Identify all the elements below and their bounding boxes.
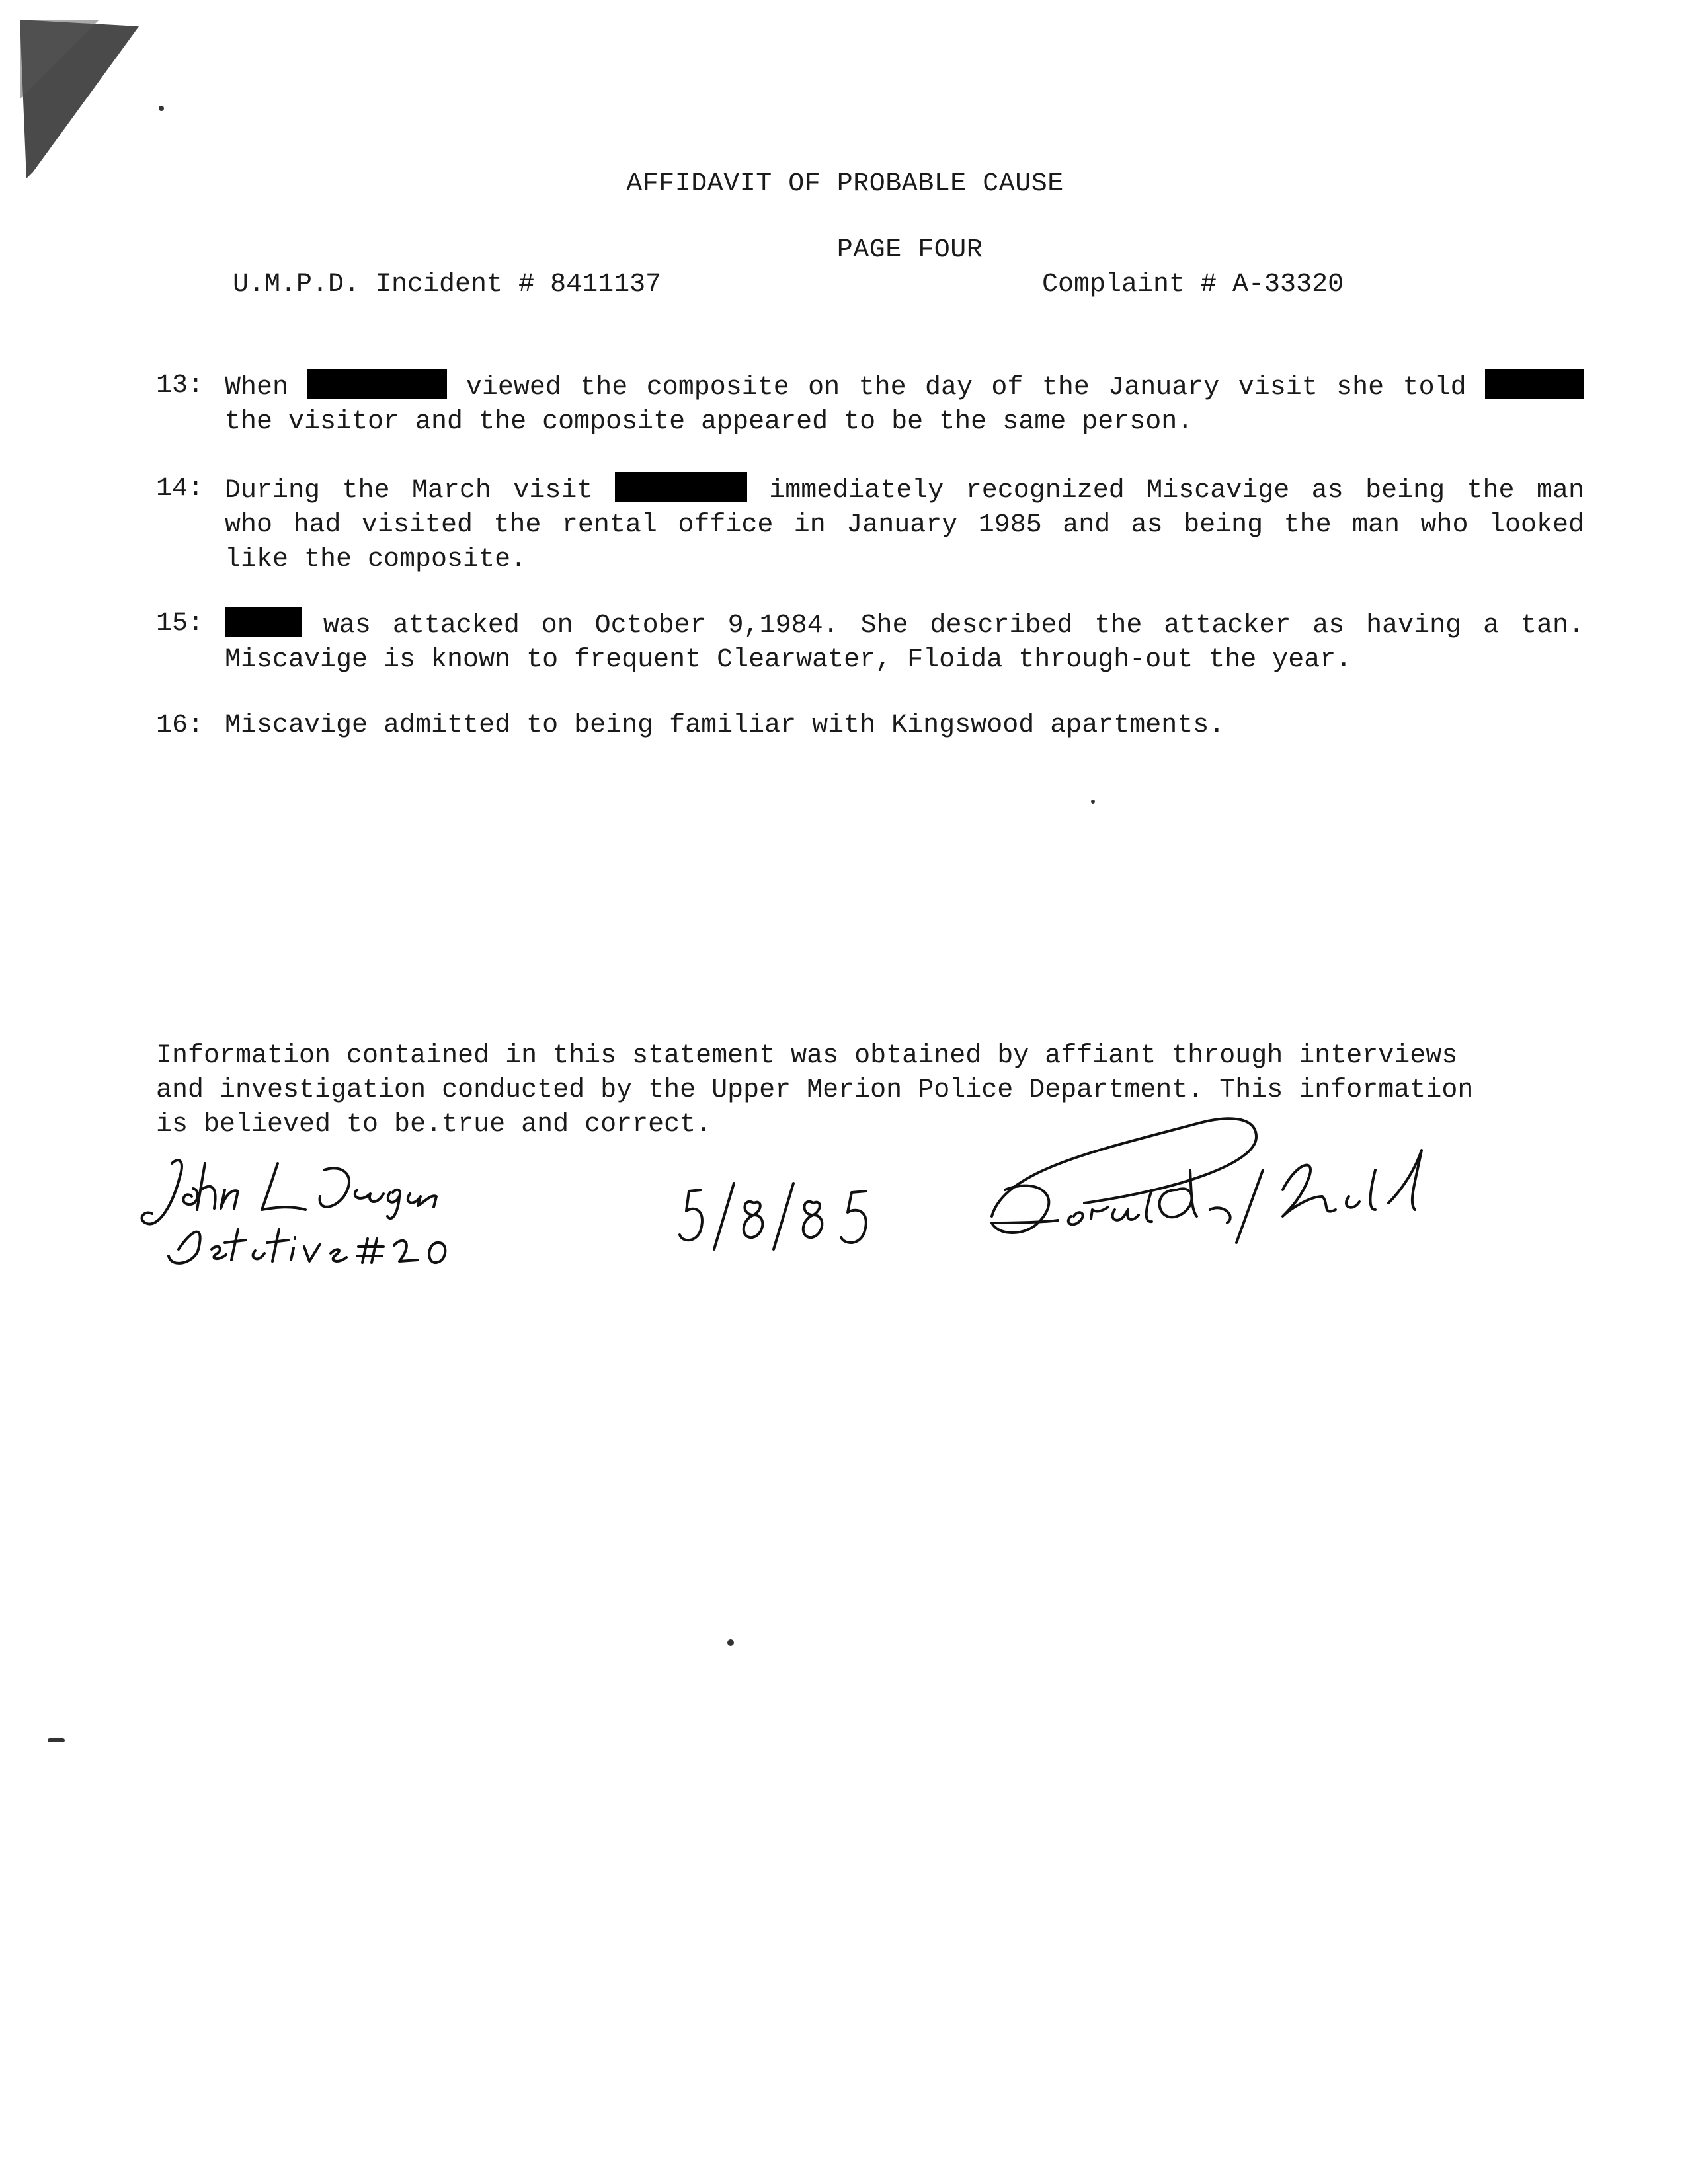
paragraph-line	[156, 369, 1584, 405]
affiant-signature	[132, 1150, 569, 1282]
paragraph-line: the visitor and the composite appeared to be the same person.	[225, 407, 1193, 437]
incident-number: U.M.P.D. Incident # 8411137	[233, 270, 662, 299]
scan-speck	[727, 1639, 734, 1646]
statement-line: Information contained in this statement was obtained by affiant through interviews	[156, 1041, 1458, 1071]
redaction-bar	[615, 472, 747, 502]
paragraph-line: Miscavige is known to frequent Clearwater, Floida through-out the year.	[225, 645, 1352, 675]
text-span: When	[225, 373, 307, 403]
issuing-authority-signature	[979, 1111, 1560, 1269]
scan-speck	[1091, 800, 1095, 804]
document-title: AFFIDAVIT OF PROBABLE CAUSE	[626, 169, 1064, 199]
text-span: immediately recognized Miscavige as being the man	[746, 476, 1585, 506]
text-span: During the March visit	[225, 476, 615, 506]
scan-corner-mark	[20, 20, 152, 178]
complaint-number: Complaint # A-33320	[1042, 270, 1344, 299]
text-span: was attacked on October 9,1984. She described the attacker as having a tan.	[302, 611, 1584, 641]
paragraph-line: Miscavige admitted to being familiar with Kingswood apartments.	[225, 711, 1225, 740]
statement-line: and investigation conducted by the Upper Merion Police Department. This information	[156, 1075, 1474, 1105]
scan-speck	[159, 106, 164, 111]
paragraph-line	[156, 607, 1584, 643]
page-label: PAGE FOUR	[836, 235, 983, 265]
paragraph-line	[156, 472, 1584, 508]
paragraph-number: 16:	[156, 711, 204, 740]
paragraph-13	[156, 369, 1584, 440]
signature-date	[674, 1177, 899, 1256]
paragraph-16	[156, 709, 1584, 743]
paragraph-15	[156, 607, 1584, 678]
paragraph-14	[156, 472, 1584, 577]
text-span: viewed the composite on the day of the January visit she told	[447, 373, 1485, 403]
redaction-bar	[307, 369, 447, 399]
paragraph-line: like the composite.	[225, 545, 527, 574]
scan-speck	[48, 1738, 65, 1742]
redaction-bar	[1485, 369, 1584, 399]
paragraph-number: 15:	[156, 609, 204, 639]
paragraph-number: 13:	[156, 371, 204, 401]
statement-line: is believed to be.true and correct.	[156, 1110, 712, 1140]
paragraph-line: who had visited the rental office in January 1985 and as being the man who looked	[225, 510, 1584, 540]
paragraph-number: 14:	[156, 474, 204, 504]
redaction-bar	[225, 607, 302, 637]
